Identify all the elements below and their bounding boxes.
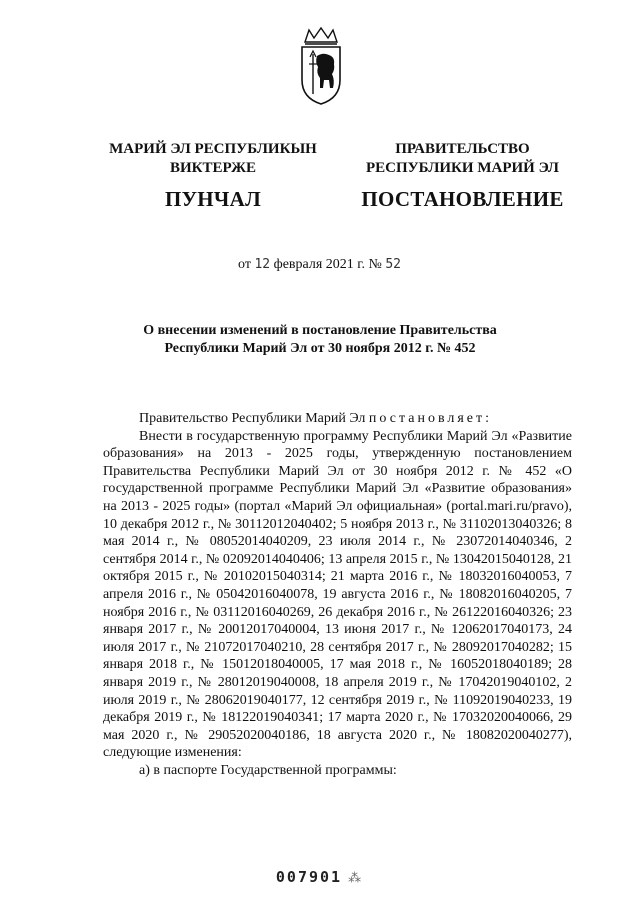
header-left [88,140,338,212]
header-left-title: ПУНЧАЛ [164,187,262,211]
header-left-line1: МАРИЙ ЭЛ РЕСПУБЛИКЫН [109,141,317,157]
intro-paragraph [103,410,572,428]
intro-verb: постановляет: [368,411,493,426]
serial-code: 007901 [275,868,343,886]
header-right-title: ПОСТАНОВЛЕНИЕ [361,187,564,211]
main-paragraph: Внести в государственную программу Республики Марий Эл «Развитие образования» на 2013 - 2025 годы, утвержденную постановлением Правительства Республики Марий Эл от 30 ноября 2012 г. № 452 «О государственной программе Республики Марий Эл «Развитие образования» на 2013 - 2025 годы» (портал «Марий Эл официальная» (portal.mari.ru/pravo), 10 декабря 2012 г., № 30112012040402; 5 ноября 2013 г., № 31102013040326; 8 мая 2014 г., № 08052014040209, 23 июля 2014 г., № 23072014040346, 2 сентября 2014 г., № 02092014040406; 13 апреля 2015 г., № 13042015040128, 21 октября 2015 г., № 20102015040314; 21 марта 2016 г., № 18032016040053, 7 апреля 2016 г., № 05042016040078, 19 августа 2016 г., № 18082016040205, 7 ноября 2016 г., № 03112016040269, 26 декабря 2016 г., № 26122016040326; 23 января 2017 г., № 20012017040004, 13 июня 2017 г., № 12062017040173, 24 июля 2017 г., № 21072017040210, 28 сентября 2017 г., № 28092017040282; 15 января 2018 г., № 15012018040005, 17 мая 2018 г., № 16052018040189; 28 января 2019 г., № 28012019040008, 18 апреля 2019 г., № 17042019040102, 2 июля 2019 г., № 28062019040177, 12 сентября 2019 г., № 11092019040233, 19 декабря 2019 г., № 18122019040341; 17 марта 2020 г., № 17032020040066, 29 мая 2020 г., № 29052020040186, 18 августа 2020 г., № 18082020040277), следующие изменения: [103,428,572,761]
document-number: 52 [385,257,401,272]
document-body [103,410,572,779]
intro-prefix: Правительство Республики Марий Эл [139,411,366,426]
coat-of-arms-icon [297,26,345,106]
document-title [100,322,540,358]
header-right-line2: РЕСПУБЛИКИ МАРИЙ ЭЛ [365,160,559,176]
header-left-line2: ВИКТЕРЖЕ [169,160,257,176]
title-line1: О внесении изменений в постановление Правительства [143,323,497,338]
serial-mark: ⁂ [348,871,364,886]
date-prefix: от [238,257,251,272]
date-month-year: февраля 2021 г. № [273,257,382,272]
form-serial-number [0,868,639,886]
header-right-line1: ПРАВИТЕЛЬСТВО [395,141,530,157]
document-date [0,256,639,274]
header-right [345,140,580,212]
date-day: 12 [254,257,271,272]
item-a: а) в паспорте Государственной программы: [139,762,397,778]
title-line2: Республики Марий Эл от 30 ноября 2012 г. № 452 [164,341,476,356]
